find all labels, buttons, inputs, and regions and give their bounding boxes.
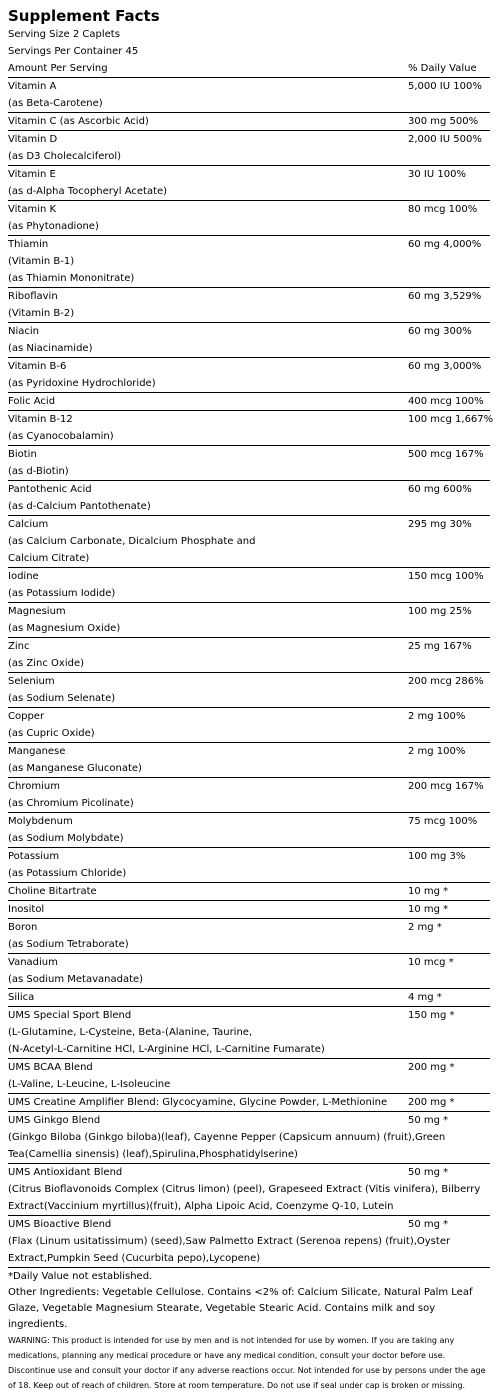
nutrient-amount: 200 mcg 286% bbox=[408, 676, 484, 687]
nutrient-amount: 30 IU 100% bbox=[408, 169, 466, 180]
nutrient-name: Vitamin C (as Ascorbic Acid) bbox=[8, 116, 149, 127]
nutrient-name: Vitamin D bbox=[8, 134, 58, 145]
nutrient-source: (Vitamin B-1) bbox=[8, 256, 75, 267]
nutrient-amount: 10 mg * bbox=[408, 886, 449, 897]
nutrient-row bbox=[8, 287, 490, 305]
nutrient-row bbox=[8, 742, 490, 760]
nutrient-source: (as Potassium Chloride) bbox=[8, 868, 127, 879]
nutrient-amount: 200 mcg 167% bbox=[408, 781, 484, 792]
nutrient-source: (as Pyridoxine Hydrochloride) bbox=[8, 378, 156, 389]
nutrient-name: Choline Bitartrate bbox=[8, 886, 97, 897]
nutrient-row bbox=[8, 1093, 490, 1111]
nutrient-list bbox=[8, 77, 494, 1267]
nutrient-row bbox=[8, 1111, 490, 1129]
nutrient-amount: 150 mg * bbox=[408, 1010, 455, 1021]
nutrient-name: Niacin bbox=[8, 326, 40, 337]
nutrient-name: Silica bbox=[8, 992, 35, 1003]
nutrient-source: (as Zinc Oxide) bbox=[8, 658, 85, 669]
nutrient-name: Thiamin bbox=[8, 239, 49, 250]
nutrient-name: Vitamin A bbox=[8, 81, 57, 92]
nutrient-source: (as Cupric Oxide) bbox=[8, 728, 95, 739]
nutrient-amount: 5,000 IU 100% bbox=[408, 81, 482, 92]
nutrient-amount: 100 mg 3% bbox=[408, 851, 466, 862]
nutrient-row bbox=[8, 882, 490, 900]
nutrient-amount: 75 mcg 100% bbox=[408, 816, 478, 827]
nutrient-name: Manganese bbox=[8, 746, 66, 757]
nutrient-row bbox=[8, 900, 490, 918]
nutrient-name: Biotin bbox=[8, 449, 37, 460]
nutrient-name: UMS Creatine Amplifier Blend: Glycocyamine, Glycine Powder, L-Methionine bbox=[8, 1097, 388, 1108]
nutrient-amount: 295 mg 30% bbox=[408, 519, 472, 530]
nutrient-name: Vanadium bbox=[8, 957, 58, 968]
panel-title: Supplement Facts bbox=[8, 7, 160, 25]
nutrient-name: Chromium bbox=[8, 781, 60, 792]
nutrient-amount: 50 mg * bbox=[408, 1167, 449, 1178]
nutrient-source: (as Manganese Gluconate) bbox=[8, 763, 142, 774]
nutrient-name: UMS Ginkgo Blend bbox=[8, 1115, 101, 1126]
nutrient-source: (as d-Calcium Pantothenate) bbox=[8, 501, 151, 512]
nutrient-row bbox=[8, 777, 490, 795]
nutrient-amount: 2 mg 100% bbox=[408, 746, 466, 757]
nutrient-name: Molybdenum bbox=[8, 816, 73, 827]
nutrient-name: Inositol bbox=[8, 904, 45, 915]
serving-size: Serving Size 2 Caplets bbox=[8, 29, 120, 40]
other-ingredients: Other Ingredients: Vegetable Cellulose. Contains <2% of: Calcium Silicate, Natural Palm Leaf Glaze, Vegetable Magnesium Stearate, Vegetable Stearic Acid. Contains milk and soy ingredients. bbox=[8, 1287, 473, 1330]
nutrient-source: (as D3 Cholecalciferol) bbox=[8, 151, 122, 162]
nutrient-amount: 50 mg * bbox=[408, 1115, 449, 1126]
nutrient-source: (as Sodium Tetraborate) bbox=[8, 939, 129, 950]
nutrient-source: (L-Glutamine, L-Cysteine, Beta-(Alanine, Taurine, bbox=[8, 1027, 253, 1038]
nutrient-row bbox=[8, 515, 490, 533]
nutrient-amount: 100 mcg 1,667% bbox=[408, 414, 494, 425]
daily-value-header: % Daily Value bbox=[408, 63, 477, 74]
blend-ingredients: (Citrus Bioflavonoids Complex (Citrus limon) (peel), Grapeseed Extract (Vitis vinifera), Bilberry Extract(Vaccinium myrtillus)(fruit), Alpha Lipoic Acid, Coenzyme Q-10, Lutein bbox=[8, 1184, 481, 1212]
amount-per-serving-header: Amount Per Serving bbox=[8, 63, 108, 74]
nutrient-amount: 10 mg * bbox=[408, 904, 449, 915]
nutrient-amount: 60 mg 300% bbox=[408, 326, 472, 337]
nutrient-row bbox=[8, 847, 490, 865]
nutrient-amount: 300 mg 500% bbox=[408, 116, 479, 127]
nutrient-row bbox=[8, 165, 490, 183]
nutrient-row bbox=[8, 1058, 490, 1076]
nutrient-row bbox=[8, 130, 490, 148]
nutrient-name: Potassium bbox=[8, 851, 60, 862]
nutrient-row bbox=[8, 200, 490, 218]
nutrient-name: Riboflavin bbox=[8, 291, 58, 302]
blend-ingredients: (Ginkgo Biloba (Ginkgo biloba)(leaf), Cayenne Pepper (Capsicum annuum) (fruit),Green Tea(Camellia sinensis) (leaf),Spirulina,Phosphatidylserine) bbox=[8, 1132, 446, 1160]
nutrient-row bbox=[8, 567, 490, 585]
nutrient-source: (as Sodium Molybdate) bbox=[8, 833, 124, 844]
nutrient-name: Pantothenic Acid bbox=[8, 484, 92, 495]
nutrient-name: Magnesium bbox=[8, 606, 66, 617]
nutrient-name: UMS Special Sport Blend bbox=[8, 1010, 132, 1021]
nutrient-name: Vitamin B-6 bbox=[8, 361, 67, 372]
nutrient-name: UMS Antioxidant Blend bbox=[8, 1167, 123, 1178]
blend-ingredients: (Flax (Linum usitatissimum) (seed),Saw Palmetto Extract (Serenoa repens) (fruit),Oyster Extract,Pumpkin Seed (Cucurbita pepo),Lycopene) bbox=[8, 1236, 451, 1264]
nutrient-source: (as Potassium Iodide) bbox=[8, 588, 116, 599]
nutrient-name: Iodine bbox=[8, 571, 39, 582]
nutrient-amount: 10 mcg * bbox=[408, 957, 454, 968]
nutrient-source: (as Niacinamide) bbox=[8, 343, 93, 354]
nutrient-row bbox=[8, 1215, 490, 1233]
nutrient-row bbox=[8, 445, 490, 463]
nutrient-row bbox=[8, 812, 490, 830]
servings-per-container: Servings Per Container 45 bbox=[8, 46, 139, 57]
nutrient-name: Vitamin K bbox=[8, 204, 57, 215]
nutrient-name: Selenium bbox=[8, 676, 55, 687]
nutrient-source: (as Calcium Carbonate, Dicalcium Phosphate and bbox=[8, 536, 256, 547]
nutrient-amount: 60 mg 3,000% bbox=[408, 361, 482, 372]
nutrient-amount: 25 mg 167% bbox=[408, 641, 472, 652]
nutrient-source: (L-Valine, L-Leucine, L-Isoleucine bbox=[8, 1079, 171, 1090]
nutrient-amount: 50 mg * bbox=[408, 1219, 449, 1230]
footnote: *Daily Value not established. bbox=[8, 1267, 490, 1285]
nutrient-amount: 80 mcg 100% bbox=[408, 204, 478, 215]
nutrient-name: UMS BCAA Blend bbox=[8, 1062, 93, 1073]
nutrient-source: (as d-Biotin) bbox=[8, 466, 69, 477]
nutrient-name: UMS Bioactive Blend bbox=[8, 1219, 112, 1230]
nutrient-amount: 200 mg * bbox=[408, 1097, 455, 1108]
nutrient-row bbox=[8, 988, 490, 1006]
nutrient-name: Folic Acid bbox=[8, 396, 56, 407]
column-header-row bbox=[8, 60, 490, 77]
nutrient-row bbox=[8, 672, 490, 690]
nutrient-row bbox=[8, 707, 490, 725]
nutrient-name: Zinc bbox=[8, 641, 30, 652]
nutrient-amount: 60 mg 4,000% bbox=[408, 239, 482, 250]
nutrient-source: (Vitamin B-2) bbox=[8, 308, 75, 319]
nutrient-row bbox=[8, 480, 490, 498]
nutrient-name: Calcium bbox=[8, 519, 49, 530]
nutrient-amount: 400 mcg 100% bbox=[408, 396, 484, 407]
nutrient-name: Boron bbox=[8, 922, 38, 933]
nutrient-source: (as Sodium Selenate) bbox=[8, 693, 116, 704]
nutrient-amount: 2 mg 100% bbox=[408, 711, 466, 722]
nutrient-amount: 2 mg * bbox=[408, 922, 442, 933]
nutrient-source: (as Sodium Metavanadate) bbox=[8, 974, 144, 985]
nutrient-amount: 100 mg 25% bbox=[408, 606, 472, 617]
nutrient-source: (as Cyanocobalamin) bbox=[8, 431, 114, 442]
nutrient-source: (as d-Alpha Tocopheryl Acetate) bbox=[8, 186, 168, 197]
nutrient-row bbox=[8, 1163, 490, 1181]
nutrient-row bbox=[8, 392, 490, 410]
nutrient-row bbox=[8, 1006, 490, 1024]
warning-text: WARNING: This product is intended for use by men and is not intended for use by women. If you are taking any medications, planning any medical procedure or have any medical condition, consult your doctor before use. Discontinue use and consult your doctor if any adverse reactions occur. Not intended for use by persons under the age of 18. Keep out of reach of children. Store at room temperature. Do not use if seal under cap is broken or missing. bbox=[8, 1336, 486, 1390]
nutrient-amount: 500 mcg 167% bbox=[408, 449, 484, 460]
supplement-facts-panel bbox=[8, 7, 494, 1393]
nutrient-source: Calcium Citrate) bbox=[8, 553, 90, 564]
nutrient-row bbox=[8, 637, 490, 655]
nutrient-row bbox=[8, 918, 490, 936]
nutrient-source: (N-Acetyl-L-Carnitine HCl, L-Arginine HCl, L-Carnitine Fumarate) bbox=[8, 1044, 325, 1055]
nutrient-name: Copper bbox=[8, 711, 45, 722]
nutrient-row bbox=[8, 322, 490, 340]
nutrient-row bbox=[8, 77, 490, 95]
nutrient-row bbox=[8, 235, 490, 253]
nutrient-name: Vitamin E bbox=[8, 169, 56, 180]
nutrient-name: Vitamin B-12 bbox=[8, 414, 73, 425]
nutrient-source: (as Beta-Carotene) bbox=[8, 98, 103, 109]
nutrient-source: (as Chromium Picolinate) bbox=[8, 798, 134, 809]
nutrient-row bbox=[8, 602, 490, 620]
nutrient-amount: 150 mcg 100% bbox=[408, 571, 484, 582]
nutrient-source: (as Magnesium Oxide) bbox=[8, 623, 121, 634]
nutrient-amount: 60 mg 3,529% bbox=[408, 291, 482, 302]
nutrient-amount: 200 mg * bbox=[408, 1062, 455, 1073]
nutrient-row bbox=[8, 112, 490, 130]
nutrient-amount: 2,000 IU 500% bbox=[408, 134, 482, 145]
nutrient-row bbox=[8, 410, 494, 428]
nutrient-row bbox=[8, 953, 490, 971]
nutrient-source: (as Phytonadione) bbox=[8, 221, 99, 232]
nutrient-amount: 60 mg 600% bbox=[408, 484, 472, 495]
nutrient-source: (as Thiamin Mononitrate) bbox=[8, 273, 135, 284]
nutrient-amount: 4 mg * bbox=[408, 992, 442, 1003]
nutrient-row bbox=[8, 357, 490, 375]
